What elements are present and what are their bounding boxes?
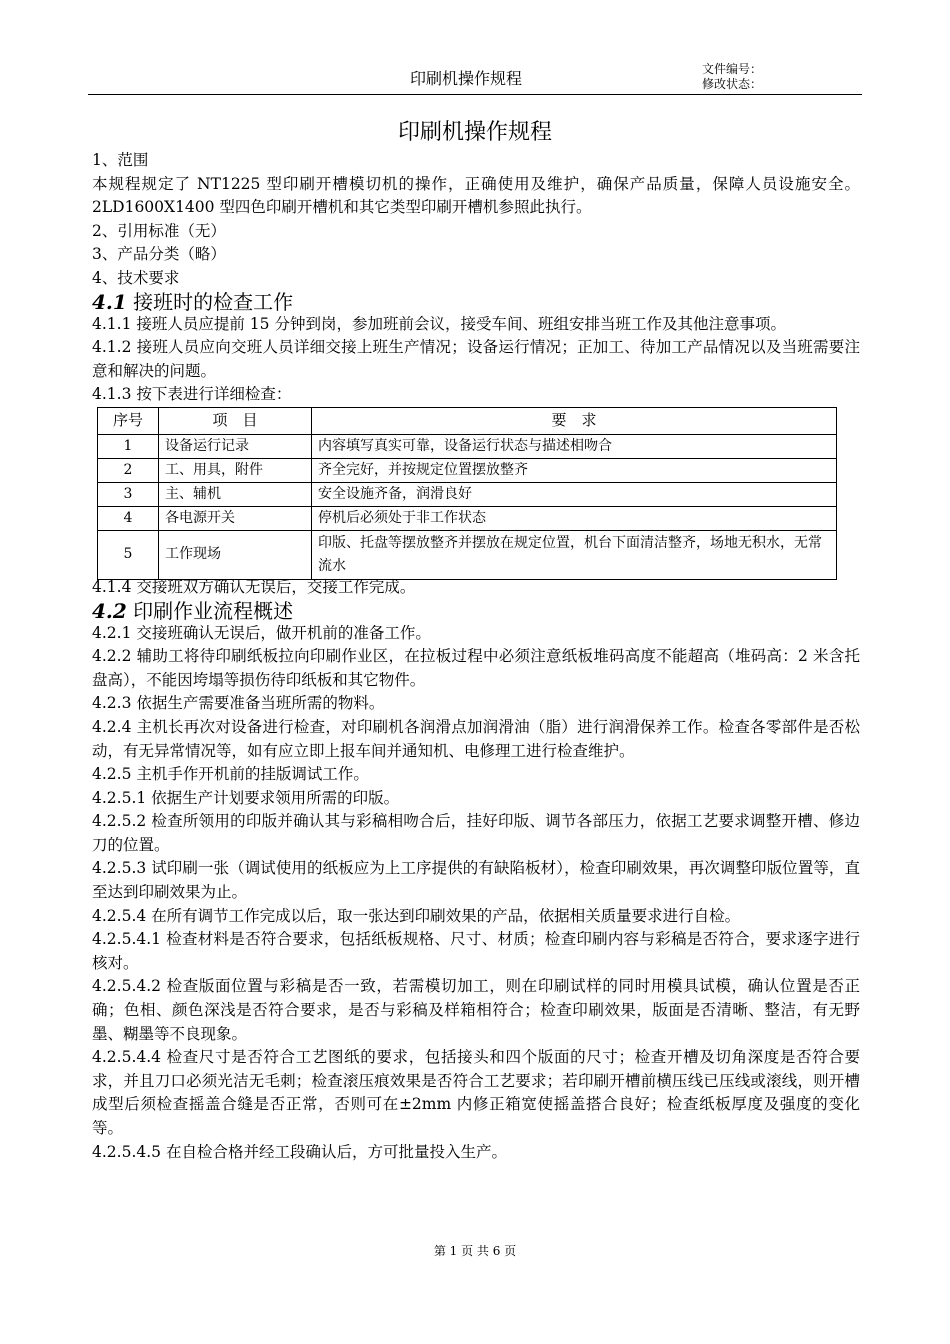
cell-requirement: 印版、托盘等摆放整齐并摆放在规定位置，机台下面清洁整齐，场地无积水，无常流水 — [312, 530, 837, 579]
para-4-2-5-2: 4.2.5.2 检查所领用的印版并确认其与彩稿相吻合后，挂好印版、调节各部压力，依据工艺要求调整开槽、修边刀的位置。 — [92, 812, 860, 854]
table-row — [98, 482, 837, 506]
cell-no: 3 — [98, 482, 159, 506]
cell-no: 1 — [98, 434, 159, 458]
cell-requirement: 安全设施齐备，润滑良好 — [312, 482, 837, 506]
header-meta — [702, 62, 762, 92]
col-header-item: 项 目 — [159, 407, 312, 434]
file-number-label: 文件编号： — [702, 62, 763, 76]
para-4-2-5-4-4: 4.2.5.4.4 检查尺寸是否符合工艺图纸的要求，包括接头和四个版面的尺寸；检查开槽及切角深度是否符合要求，并且刀口必须光洁无毛刺；检查滚压痕效果是否符合工艺要求；若印刷开槽前横压线已压线或滚线，则开槽成型后须检查摇盖合缝是否正常，否则可在±2mm 内修正箱宽使摇盖搭合良好；检查纸板厚度及强度的变化等。 — [92, 1048, 860, 1137]
section-3-heading: 3、产品分类（略） — [92, 245, 226, 264]
para-4-2-5-4: 4.2.5.4 在所有调节工作完成以后，取一张达到印刷效果的产品，依据相关质量要求进行自检。 — [92, 906, 741, 925]
para-4-1-1: 4.1.1 接班人员应提前 15 分钟到岗，参加班前会议，接受车间、班组安排当班工作及其他注意事项。 — [92, 314, 786, 333]
table-row — [98, 530, 837, 579]
para-4-1-4: 4.1.4 交接班双方确认无误后，交接工作完成。 — [92, 577, 416, 596]
table-row — [98, 434, 837, 458]
document-title: 印刷机操作规程 — [397, 120, 552, 145]
header-title: 印刷机操作规程 — [410, 69, 523, 88]
cell-requirement: 齐全完好，并按规定位置摆放整齐 — [312, 458, 837, 482]
cell-item: 各电源开关 — [159, 506, 312, 530]
heading-4-2 — [92, 600, 860, 622]
section-1-text: 本规程规定了 NT1225 型印刷开槽模切机的操作，正确使用及维护，确保产品质量，保障人员设施安全。2LD1600X1400 型四色印刷开槽机和其它类型印刷开槽机参照此执行。 — [92, 174, 860, 217]
inspection-table — [97, 407, 837, 580]
cell-requirement: 内容填写真实可靠，设备运行状态与描述相吻合 — [312, 434, 837, 458]
para-4-2-2: 4.2.2 辅助工将待印刷纸板拉向印刷作业区，在拉板过程中必须注意纸板堆码高度不能超高（堆码高：2 米含托盘高），不能因垮塌等损伤待印纸板和其它物件。 — [92, 647, 860, 689]
cell-requirement: 停机后必须处于非工作状态 — [312, 506, 837, 530]
col-header-requirement: 要 求 — [312, 407, 837, 434]
revision-status-label: 修改状态： — [702, 77, 763, 91]
cell-item: 主、辅机 — [159, 482, 312, 506]
table-row — [98, 506, 837, 530]
para-4-2-5-1: 4.2.5.1 依据生产计划要求领用所需的印版。 — [92, 788, 400, 807]
heading-4-2-text: 印刷作业流程概述 — [126, 598, 294, 623]
section-1-heading: 1、范围 — [92, 151, 149, 169]
para-4-1-3: 4.1.3 按下表进行详细检查： — [92, 385, 292, 404]
para-4-1-2: 4.1.2 接班人员应向交班人员详细交接上班生产情况；设备运行情况；正加工、待加工产品情况以及当班需要注意和解决的问题。 — [92, 338, 860, 380]
heading-4-1 — [92, 291, 860, 313]
document-body — [92, 149, 860, 1164]
para-4-2-5: 4.2.5 主机手作开机前的挂版调试工作。 — [92, 765, 369, 784]
para-4-2-1: 4.2.1 交接班确认无误后，做开机前的准备工作。 — [92, 623, 431, 642]
table-row — [98, 458, 837, 482]
cell-item: 工作现场 — [159, 530, 312, 579]
page-footer: 第 1 页 共 6 页 — [433, 1244, 517, 1258]
para-4-2-4: 4.2.4 主机长再次对设备进行检查，对印刷机各润滑点加润滑油（脂）进行润滑保养工作。检查各零部件是否松动，有无异常情况等，如有应立即上报车间并通知机、电修理工进行检查维护。 — [92, 717, 860, 760]
para-4-2-5-4-1: 4.2.5.4.1 检查材料是否符合要求，包括纸板规格、尺寸、材质；检查印刷内容与彩稿是否符合，要求逐字进行核对。 — [92, 930, 860, 972]
cell-item: 工、用具，附件 — [159, 458, 312, 482]
cell-no: 2 — [98, 458, 159, 482]
page-header — [88, 60, 862, 95]
col-header-no: 序号 — [98, 407, 159, 434]
para-4-2-5-4-2: 4.2.5.4.2 检查版面位置与彩稿是否一致，若需模切加工，则在印刷试样的同时用模具试模，确认位置是否正确；色相、颜色深浅是否符合要求，是否与彩稿及样箱相符合；检查印刷效果，版面是否清晰、整洁，有无野墨、糊墨等不良现象。 — [92, 977, 860, 1043]
table-header-row — [98, 407, 837, 434]
para-4-2-5-3: 4.2.5.3 试印刷一张（调试使用的纸板应为上工序提供的有缺陷板材），检查印刷效果，再次调整印版位置等，直至达到印刷效果为止。 — [92, 859, 860, 902]
section-2-heading: 2、引用标准（无） — [92, 221, 226, 240]
heading-4-1-text: 接班时的检查工作 — [126, 289, 294, 314]
para-4-2-5-4-5: 4.2.5.4.5 在自检合格并经工段确认后，方可批量投入生产。 — [92, 1142, 507, 1161]
cell-no: 4 — [98, 506, 159, 530]
section-4-heading: 4、技术要求 — [92, 268, 180, 287]
cell-item: 设备运行记录 — [159, 434, 312, 458]
para-4-2-3: 4.2.3 依据生产需要准备当班所需的物料。 — [92, 694, 385, 713]
heading-4-1-number: 4.1 — [92, 289, 127, 314]
heading-4-2-number: 4.2 — [92, 598, 127, 623]
cell-no: 5 — [98, 530, 159, 579]
